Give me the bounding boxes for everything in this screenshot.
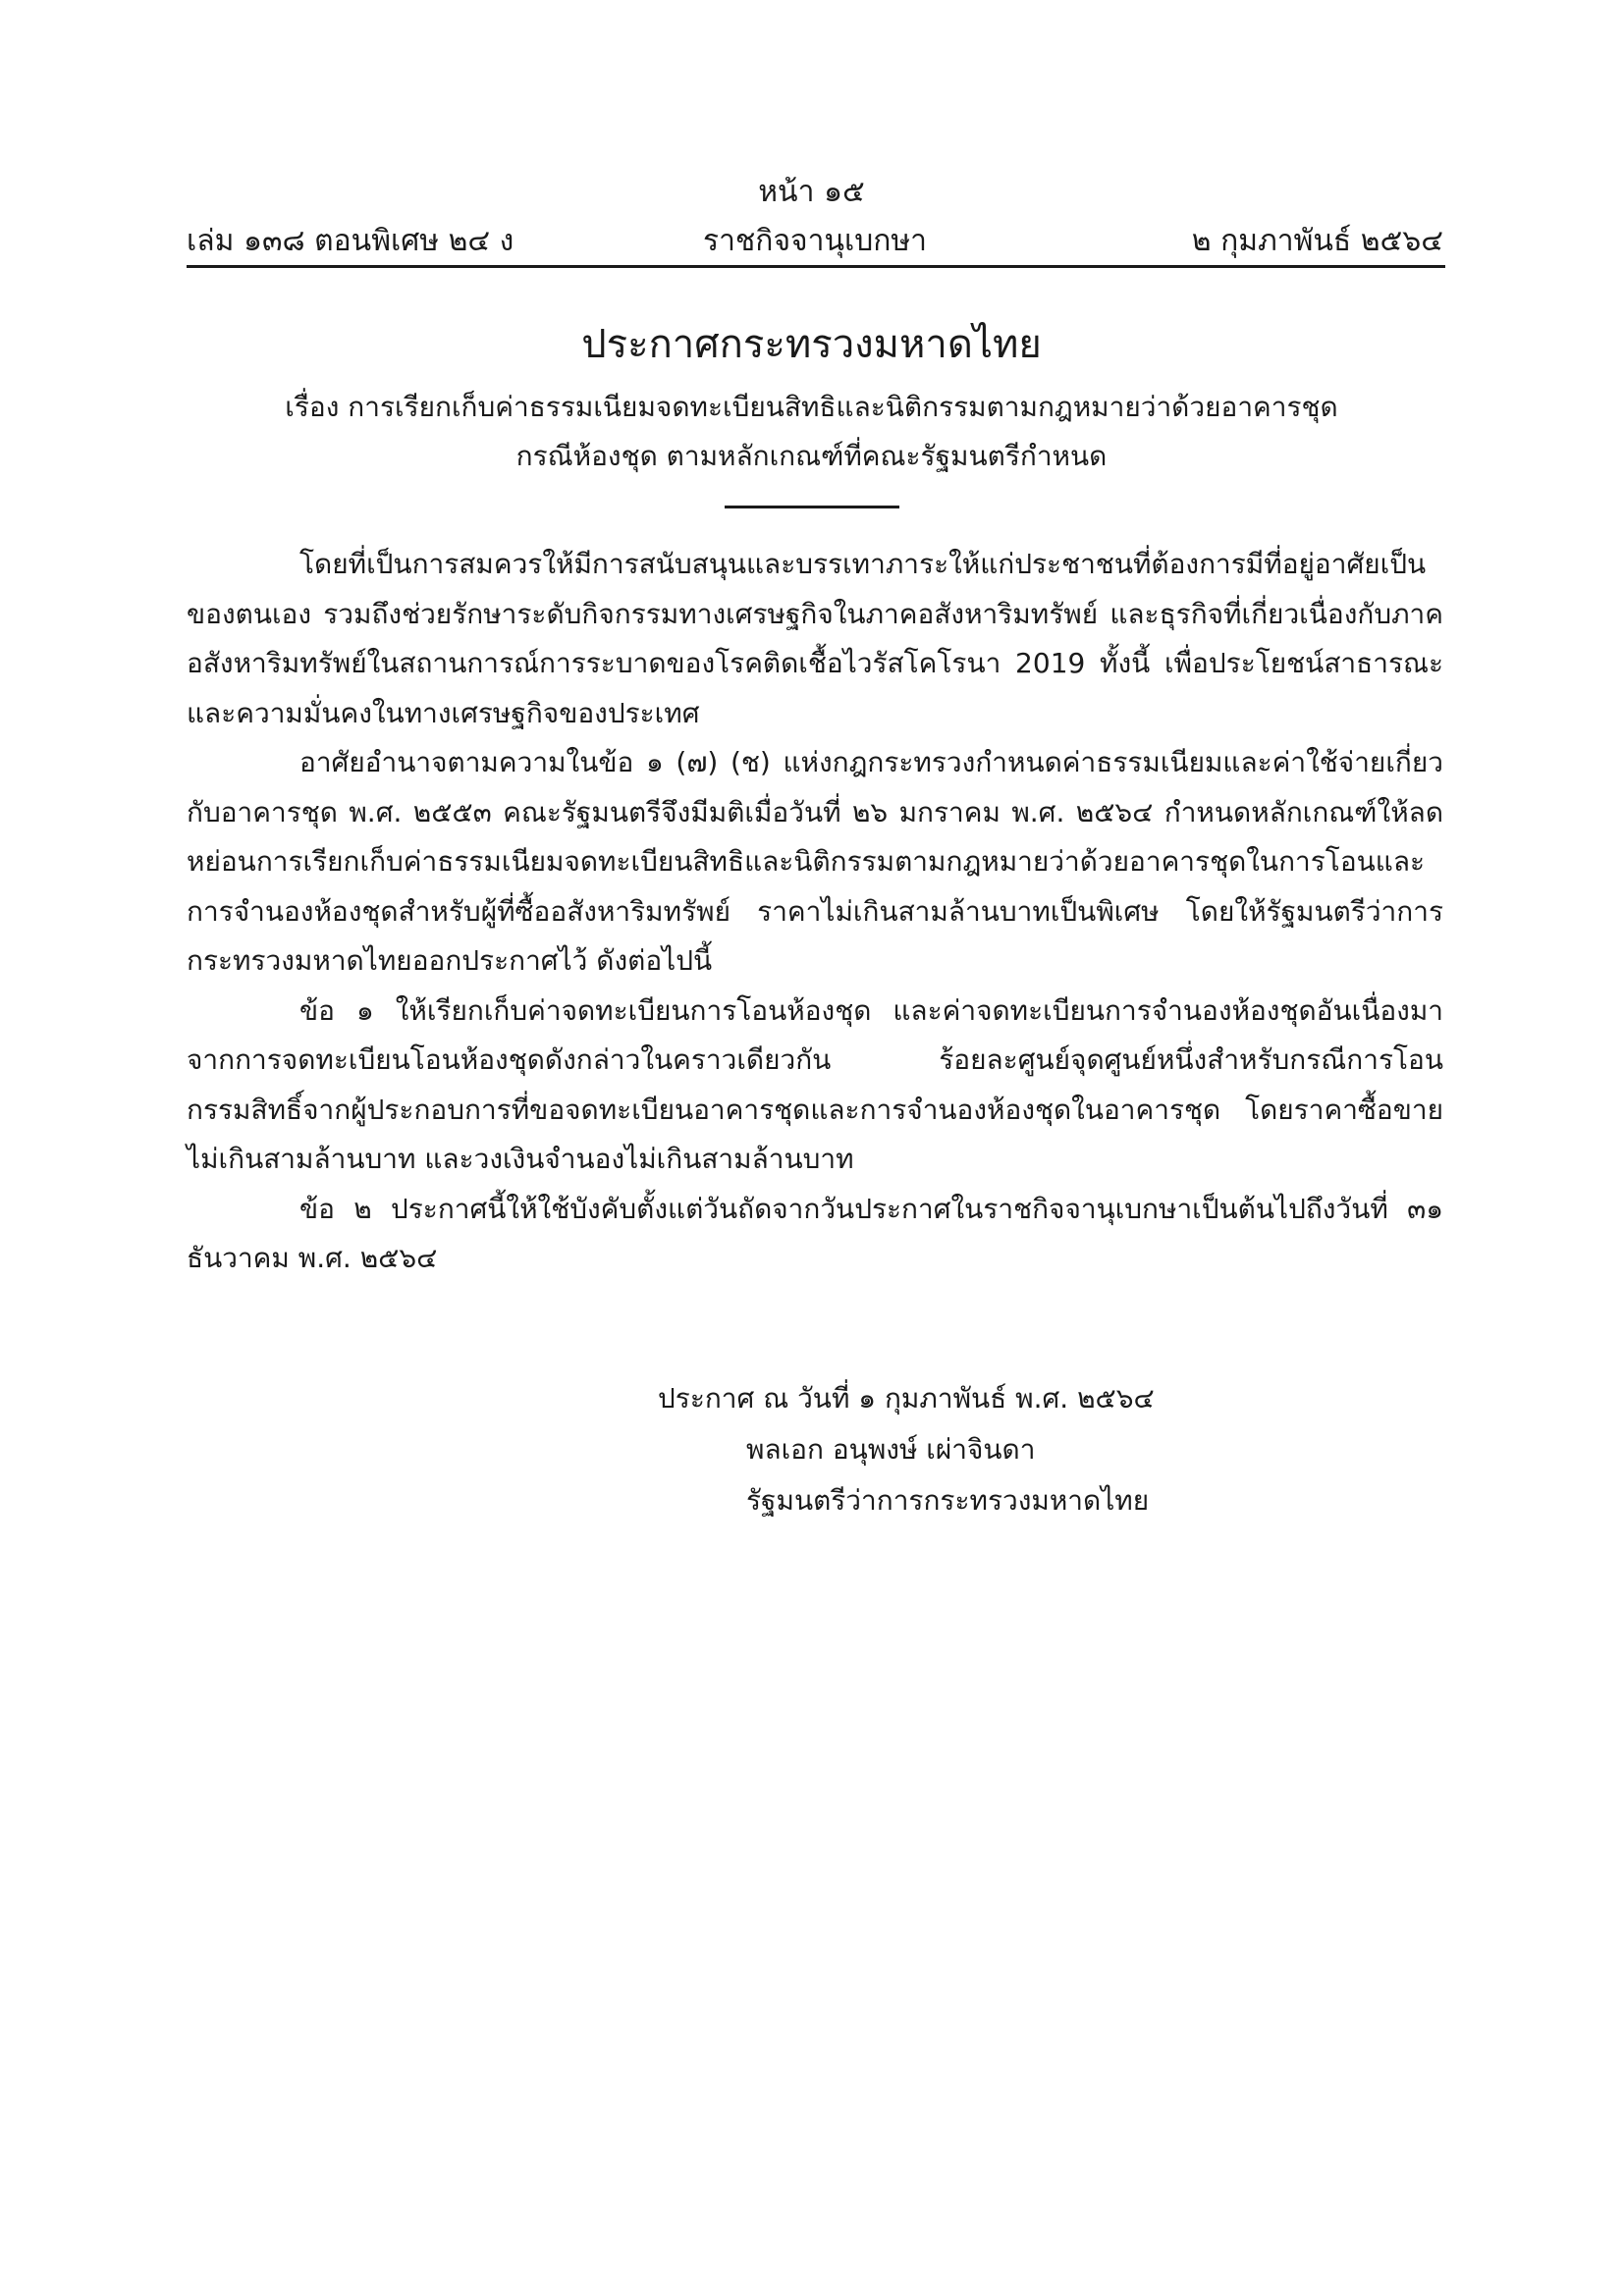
document-title: ประกาศกระทรวงมหาดไทย: [581, 322, 1042, 367]
publication-date: ๒ กุมภาพันธ์ ๒๕๖๔: [1191, 224, 1443, 258]
page-number: หน้า ๑๕: [758, 175, 865, 209]
paragraph-authority: อาศัยอำนาจตามความในข้อ ๑ (๗) (ช) แห่งกฎกระทรวงกำหนดค่าธรรมเนียมและค่าใช้จ่ายเกี่ยวกับอาคารชุด พ.ศ. ๒๕๕๓ คณะรัฐมนตรีจึงมีมติเมื่อวันที่ ๒๖ มกราคม พ.ศ. ๒๕๖๔ กำหนดหลักเกณฑ์ให้ลดหย่อนการเรียกเก็บค่าธรรมเนียมจดทะเบียนสิทธิและนิติกรรมตามกฎหมายว่าด้วยอาคารชุดในการโอนและการจำนองห้องชุดสำหรับผู้ที่ซื้ออสังหาริมทรัพย์ ราคาไม่เกินสามล้านบาทเป็นพิเศษ โดยให้รัฐมนตรีว่าการกระทรวงมหาดไทยออกประกาศไว้ ดังต่อไปนี้: [187, 746, 1443, 977]
header-divider: [187, 265, 1445, 268]
announcement-date: ประกาศ ณ วันที่ ๑ กุมภาพันธ์ พ.ศ. ๒๕๖๔: [658, 1382, 1155, 1415]
publication-name: ราชกิจจานุเบกษา: [702, 224, 928, 258]
subject-line-2: กรณีห้องชุด ตามหลักเกณฑ์ที่คณะรัฐมนตรีกำหนด: [515, 440, 1108, 472]
title-divider: [725, 506, 899, 508]
gazette-header: [187, 218, 1443, 257]
signatory-name: พลเอก อนุพงษ์ เผ่าจินดา: [746, 1433, 1036, 1466]
paragraph-clause-2: ข้อ ๒ ประกาศนี้ให้ใช้บังคับตั้งแต่วันถัดจากวันประกาศในราชกิจจานุเบกษาเป็นต้นไปถึงวันที่ ๓๑ ธันวาคม พ.ศ. ๒๕๖๔: [187, 1192, 1443, 1274]
subject-line-1: เรื่อง การเรียกเก็บค่าธรรมเนียมจดทะเบียนสิทธิและนิติกรรมตามกฎหมายว่าด้วยอาคารชุด: [285, 391, 1338, 423]
document-body: [187, 540, 1443, 1284]
signatory-position: รัฐมนตรีว่าการกระทรวงมหาดไทย: [746, 1484, 1150, 1517]
volume-issue: เล่ม ๑๓๘ ตอนพิเศษ ๒๔ ง: [187, 224, 514, 258]
document-subject: [0, 383, 1623, 481]
paragraph-clause-1: ข้อ ๑ ให้เรียกเก็บค่าจดทะเบียนการโอนห้องชุด และค่าจดทะเบียนการจำนองห้องชุดอันเนื่องมาจากการจดทะเบียนโอนห้องชุดดังกล่าวในคราวเดียวกัน ร้อยละศูนย์จุดศูนย์หนึ่งสำหรับกรณีการโอนกรรมสิทธิ์จากผู้ประกอบการที่ขอจดทะเบียนอาคารชุดและการจำนองห้องชุดในอาคารชุด โดยราคาซื้อขายไม่เกินสามล้านบาท และวงเงินจำนองไม่เกินสามล้านบาท: [187, 993, 1443, 1175]
paragraph-preamble: โดยที่เป็นการสมควรให้มีการสนับสนุนและบรรเทาภาระให้แก่ประชาชนที่ต้องการมีที่อยู่อาศัยเป็นของตนเอง รวมถึงช่วยรักษาระดับกิจกรรมทางเศรษฐกิจในภาคอสังหาริมทรัพย์ และธุรกิจที่เกี่ยวเนื่องกับภาคอสังหาริมทรัพย์ในสถานการณ์การระบาดของโรคติดเชื้อไวรัสโคโรนา 2019 ทั้งนี้ เพื่อประโยชน์สาธารณะและความมั่นคงในทางเศรษฐกิจของประเทศ: [187, 548, 1443, 729]
